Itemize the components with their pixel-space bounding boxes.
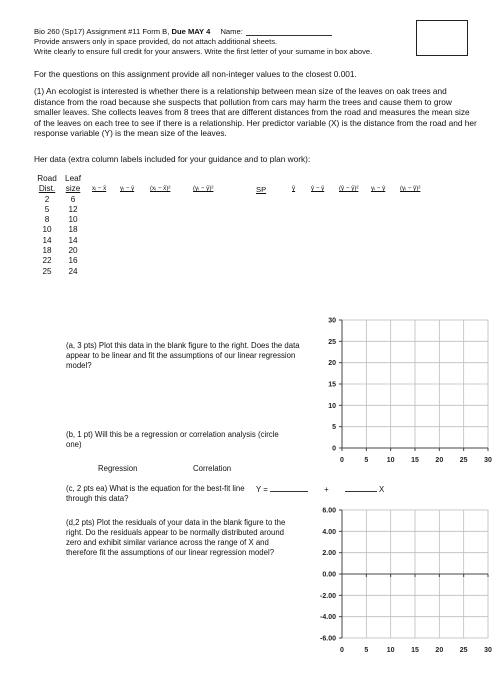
name-label: Name:: [220, 27, 243, 36]
extra-col-label: (ŷ − ȳ)²: [339, 185, 359, 192]
extra-col-label: (yᵢ − ŷ)²: [400, 185, 421, 192]
question-d: (d,2 pts) Plot the residuals of your data in the blank figure to the right. Do the residuals appear to be normally distributed around zero and exhibit similar variance across the range of X and therefore fit the assumptions of our linear regression model?: [66, 518, 286, 557]
x-tick-label: 25: [459, 457, 468, 464]
equation-line: [256, 484, 384, 495]
x-tick-label: 20: [435, 647, 444, 654]
y-tick-label: 6.00: [322, 507, 336, 515]
cell: 16: [68, 256, 78, 266]
header-line-1: [34, 27, 332, 36]
assignment-title: Bio 260 (Sp17) Assignment #11 Form B,: [34, 27, 170, 36]
surname-initial-box[interactable]: [416, 20, 468, 56]
data-intro: Her data (extra column labels included for your guidance and to plan work):: [34, 154, 311, 164]
x-tick-label: 5: [364, 647, 369, 654]
col-header-top: Road: [37, 174, 57, 183]
header-line-3: Write clearly to ensure full credit for your answers. Write the first letter of your surname in box above.: [34, 47, 373, 56]
x-tick-label: 20: [435, 457, 444, 464]
cell: 2: [44, 194, 50, 204]
x-tick-label: 25: [459, 647, 468, 654]
extra-col-label: xᵢ − x̄: [92, 185, 107, 192]
y-tick-label: 25: [328, 338, 336, 346]
y-tick-label: 2.00: [322, 550, 336, 558]
y-tick-label: -4.00: [320, 614, 336, 622]
cell: 12: [68, 204, 78, 214]
y-tick-label: 20: [328, 360, 336, 368]
cell: 14: [42, 235, 52, 245]
y-tick-label: 0.00: [322, 571, 336, 579]
question-b: (b, 1 pt) Will this be a regression or correlation analysis (circle one): [66, 430, 279, 449]
plot-grid: [342, 320, 488, 448]
equation-y: Y =: [256, 485, 268, 494]
cell: 18: [42, 246, 52, 256]
extra-col-label: yᵢ − ȳ: [120, 185, 135, 192]
y-tick-label: 0: [332, 445, 336, 453]
cell: 8: [44, 215, 50, 225]
extra-col-label: ŷ − ȳ: [311, 185, 325, 192]
intercept-blank[interactable]: [270, 484, 308, 492]
x-tick-label: 10: [386, 457, 395, 464]
due-date: Due MAY 4: [171, 27, 211, 36]
cell: 5: [44, 204, 50, 214]
header-line-2: Provide answers only in space provided, do not attach additional sheets.: [34, 37, 278, 46]
cell: 20: [68, 246, 78, 256]
col-header-top: Leaf: [65, 174, 81, 183]
col-header-bottom: Dist.: [38, 184, 56, 194]
x-tick-label: 5: [364, 457, 369, 464]
question-c: (c, 2 pts ea) What is the equation for the best-fit line through this data?: [66, 484, 245, 503]
option-correlation[interactable]: Correlation: [193, 464, 232, 473]
name-field[interactable]: [246, 28, 332, 36]
x-tick-label: 0: [340, 647, 344, 654]
table-col-leaf-size: [60, 174, 86, 277]
x-tick-label: 10: [386, 647, 395, 654]
cell: 25: [42, 266, 52, 276]
x-tick-label: 15: [411, 647, 419, 654]
instructions: For the questions on this assignment provide all non-integer values to the closest 0.001.: [34, 69, 357, 79]
slope-blank[interactable]: [345, 484, 377, 492]
y-tick-label: 10: [328, 402, 336, 410]
cell: 22: [42, 256, 52, 266]
y-tick-label: -6.00: [320, 635, 336, 643]
cell: 24: [68, 266, 78, 276]
cell: 18: [68, 225, 78, 235]
cell: 6: [70, 194, 76, 204]
x-tick-label: 30: [484, 457, 492, 464]
table-col-distance: [34, 174, 60, 277]
plot-axes: [328, 318, 492, 465]
problem-text: (1) An ecologist is interested is whether there is a relationship between mean size of the leaves on oak trees and distance from the road because she suspects that pollution from cars may harm the trees and cause them to grow smaller leaves. She collects leaves from 8 trees that are different distances from the road and measures the mean size of the leaves on each tree to see if there is a relationship. Her predictor variable (X) is the distance from the road and her response variable (Y) is the mean size of the leaves.: [34, 86, 477, 139]
extra-col-label: (yᵢ − ȳ)²: [193, 185, 214, 192]
y-tick-label: 30: [328, 317, 336, 325]
x-tick-label: 15: [411, 457, 419, 464]
extra-col-label: ŷ: [292, 185, 296, 192]
y-tick-label: 5: [332, 424, 336, 432]
x-tick-label: 30: [484, 647, 492, 654]
y-tick-label: 15: [328, 381, 336, 389]
y-tick-label: 4.00: [322, 528, 336, 536]
equation-x: X: [379, 485, 385, 494]
cell: 14: [68, 235, 78, 245]
option-regression[interactable]: Regression: [98, 464, 138, 473]
scatter-plot-blank[interactable]: [300, 310, 496, 470]
extra-col-label: yᵢ − ŷ: [371, 185, 386, 192]
col-header-bottom: size: [65, 184, 81, 194]
question-a: (a, 3 pts) Plot this data in the blank figure to the right. Does the data appear to be linear and fit the assumptions of our linear regression model?: [66, 341, 300, 370]
extra-col-label: SP: [256, 185, 267, 194]
extra-col-label: (xᵢ − x̄)²: [150, 185, 171, 192]
y-tick-label: -2.00: [320, 592, 336, 600]
equation-plus: +: [324, 485, 329, 494]
cell: 10: [68, 215, 78, 225]
x-tick-label: 0: [340, 457, 344, 464]
residual-axes: [320, 508, 492, 655]
cell: 10: [42, 225, 52, 235]
residual-plot-blank[interactable]: [300, 500, 496, 660]
